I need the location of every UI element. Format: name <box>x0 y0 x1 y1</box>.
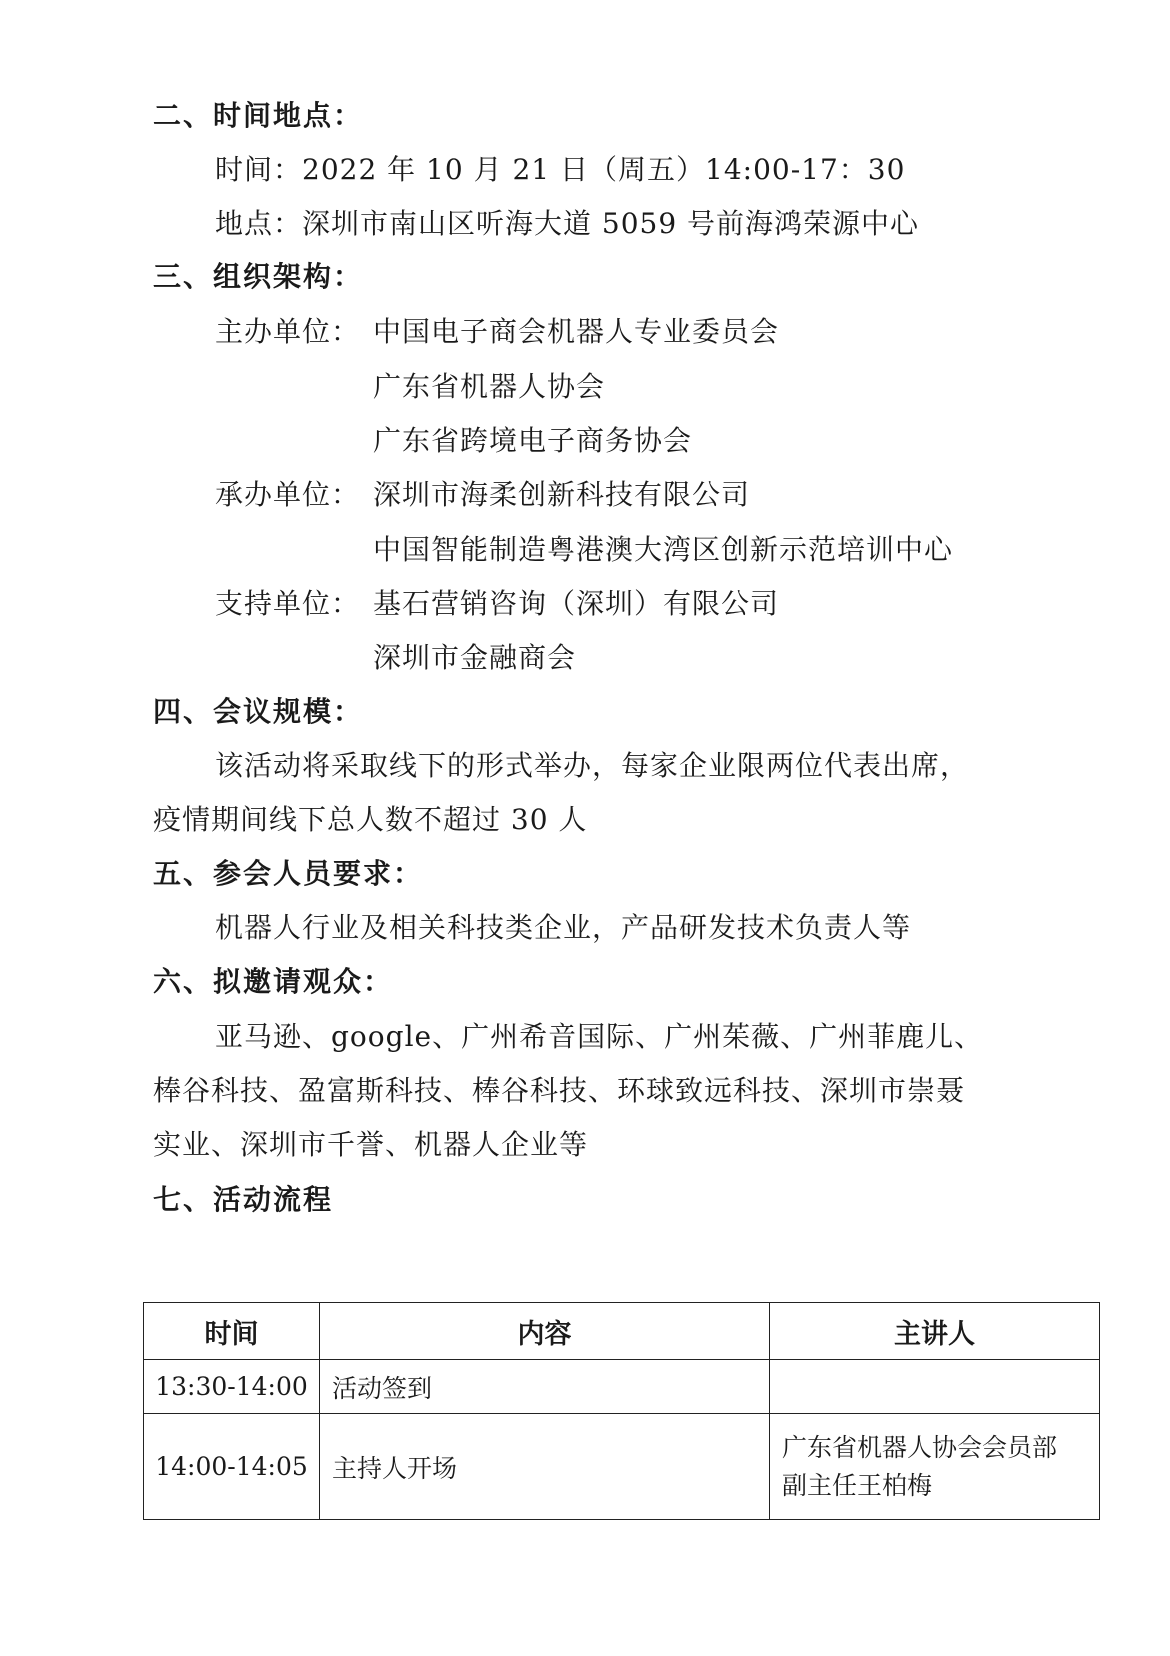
table-row <box>144 1360 1100 1414</box>
section-heading-scale: 四、会议规模： <box>153 695 364 728</box>
header-content: 内容 <box>320 1303 770 1360</box>
table-row <box>144 1414 1100 1520</box>
organizer-label: 承办单位： <box>215 478 361 511</box>
invited-audience-line: 亚马逊、google、广州希音国际、广州茱薇、广州菲鹿儿、 <box>215 1020 984 1053</box>
host-item: 广东省跨境电子商务协会 <box>373 424 693 457</box>
invited-audience-line: 棒谷科技、盈富斯科技、棒谷科技、环球致远科技、深圳市崇聂 <box>153 1074 966 1107</box>
event-time: 时间：2022 年 10 月 21 日（周五）14:00-17：30 <box>215 153 906 186</box>
speaker-line: 广东省机器人协会会员部 <box>782 1432 1058 1462</box>
row-speaker <box>770 1414 1100 1520</box>
host-item: 广东省机器人协会 <box>373 370 606 403</box>
section-heading-invited-audience: 六、拟邀请观众： <box>153 965 394 998</box>
row-content: 活动签到 <box>320 1360 770 1414</box>
row-content: 主持人开场 <box>320 1414 770 1520</box>
agenda-table <box>143 1302 1100 1520</box>
organizer-item: 深圳市海柔创新科技有限公司 <box>373 478 751 511</box>
section-heading-organization: 三、组织架构： <box>153 260 364 293</box>
invited-audience-line: 实业、深圳市千誉、机器人企业等 <box>153 1128 589 1161</box>
agenda-header-row <box>144 1303 1100 1360</box>
section-heading-attendee-requirements: 五、参会人员要求： <box>153 857 424 890</box>
row-speaker <box>770 1360 1100 1414</box>
speaker-line: 副主任王柏梅 <box>782 1470 933 1500</box>
header-time: 时间 <box>144 1303 320 1360</box>
section-heading-time-place: 二、时间地点： <box>153 99 364 132</box>
attendee-requirements-text: 机器人行业及相关科技类企业，产品研发技术负责人等 <box>215 911 912 944</box>
row-time: 14:00-14:05 <box>144 1414 320 1520</box>
host-item: 中国电子商会机器人专业委员会 <box>373 315 780 348</box>
event-place: 地点：深圳市南山区听海大道 5059 号前海鸿荣源中心 <box>215 207 920 240</box>
supporter-label: 支持单位： <box>215 587 361 620</box>
header-speaker: 主讲人 <box>770 1303 1100 1360</box>
row-time: 13:30-14:00 <box>144 1360 320 1414</box>
host-label: 主办单位： <box>215 315 361 348</box>
supporter-item: 基石营销咨询（深圳）有限公司 <box>373 587 780 620</box>
supporter-item: 深圳市金融商会 <box>373 641 577 674</box>
scale-paragraph-line: 该活动将采取线下的形式举办，每家企业限两位代表出席， <box>215 749 970 782</box>
section-heading-agenda: 七、活动流程 <box>153 1183 334 1216</box>
organizer-item: 中国智能制造粤港澳大湾区创新示范培训中心 <box>373 533 954 566</box>
scale-paragraph-line: 疫情期间线下总人数不超过 30 人 <box>153 803 588 836</box>
